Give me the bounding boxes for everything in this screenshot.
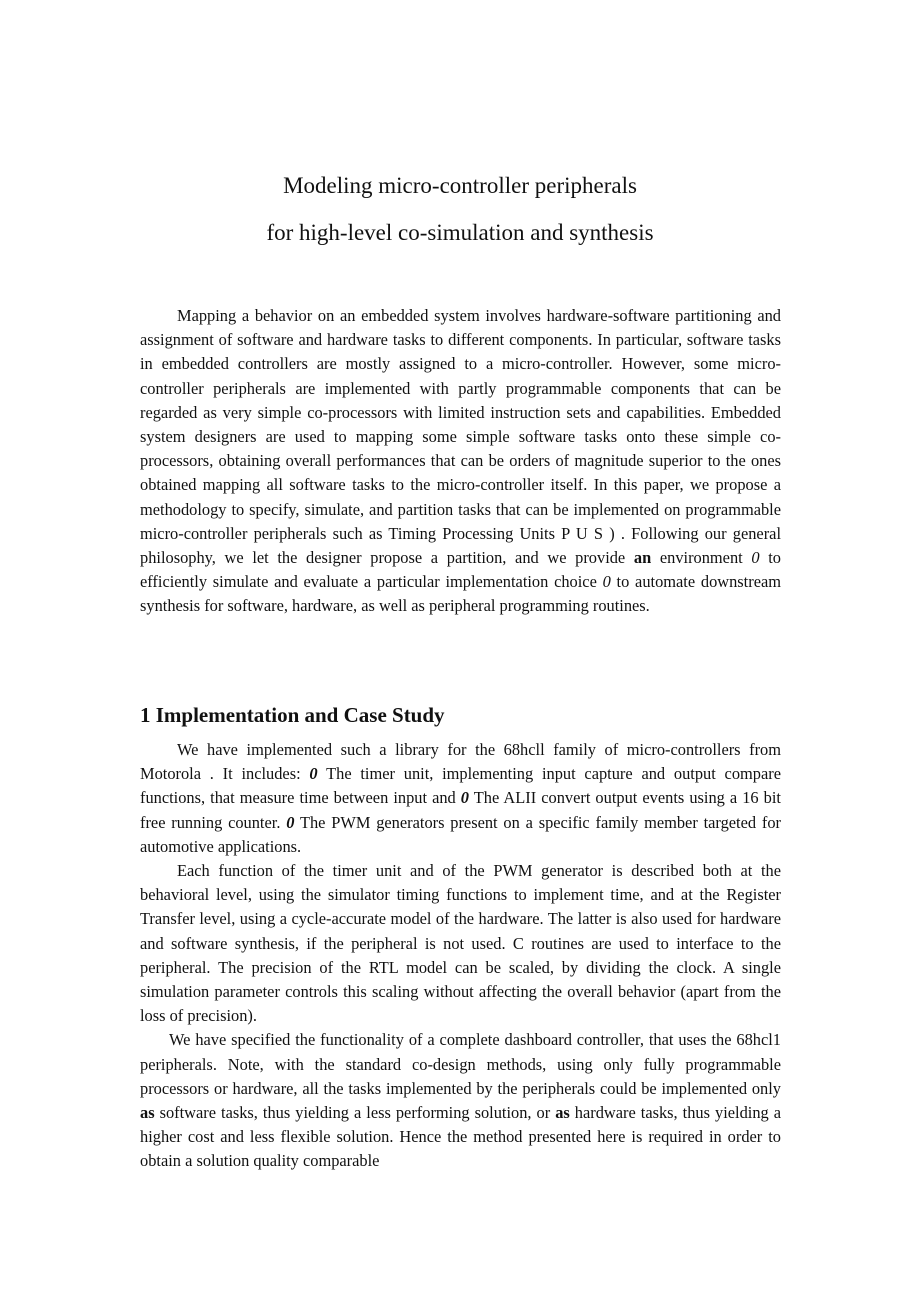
paper-title-line-1: Modeling micro-controller peripherals <box>283 173 637 198</box>
abstract-paragraph <box>140 304 781 619</box>
para1-zero-c: 0 <box>286 812 295 832</box>
paper-title-line-2: for high-level co-simulation and synthesis <box>266 220 654 245</box>
para1-zero-a: 0 <box>309 764 318 784</box>
para3-text-1: We have specified the functionality of a complete dashboard controller, that uses the 68hcl1 peripherals. Note, with the standard co-design methods, using only fully programmable processors or hardware, all the tasks implemented by the peripherals could be implemented only <box>140 1030 781 1098</box>
section-paragraph-1 <box>140 738 781 859</box>
abstract-zero-b: 0 <box>602 572 611 592</box>
section-paragraph-3 <box>140 1028 781 1173</box>
para1-text-2: The timer unit, implementing input capture and output compare functions, that measure time between input and <box>140 764 781 808</box>
abstract-text-3: to efficiently simulate and evaluate a particular implementation choice <box>140 548 781 592</box>
para3-bold-as-1: as <box>140 1103 155 1123</box>
para3-text-2: software tasks, thus yielding a less performing solution, or <box>154 1103 556 1123</box>
abstract-text-4: to automate downstream synthesis for software, hardware, as well as peripheral programming routines. <box>140 572 781 616</box>
section-body <box>140 738 781 1174</box>
abstract-text-1: Mapping a behavior on an embedded system involves hardware-software partitioning and assignment of software and hardware tasks to different components. In particular, software tasks in embedded controllers are mostly assigned to a micro-controller. However, some micro-controller peripherals are implemented with partly programmable components that can be regarded as very simple co-processors with limited instruction sets and capabilities. Embedded system designers are used to mapping some simple software tasks onto these simple co-processors, obtaining overall performances that can be orders of magnitude superior to the ones obtained mapping all software tasks to the micro-controller itself. In this paper, we propose a methodology to specify, simulate, and partition tasks that can be implemented on programmable micro-controller peripherals such as Timing Processing Units P U S ) . Following our general philosophy, we let the designer propose a partition, and we provide <box>140 306 781 568</box>
abstract-bold-an: an <box>633 548 652 568</box>
para1-text-1: We have implemented such a library for the 68hcll family of micro-controllers from Motorola . It includes: <box>140 740 781 784</box>
para3-bold-as-2: as <box>555 1103 570 1123</box>
para1-zero-b: 0 <box>460 788 469 808</box>
section-paragraph-2: Each function of the timer unit and of the PWM generator is described both at the behavioral level, using the simulator timing functions to implement time, and at the Register Transfer level, using a cycle-accurate model of the hardware. The latter is also used for hardware and software synthesis, if the peripheral is not used. C routines are used to interface to the peripheral. The precision of the RTL model can be scaled, by dividing the clock. A single simulation parameter controls this scaling without affecting the overall behavior (apart from the loss of precision). <box>140 861 781 1026</box>
para1-text-4: The PWM generators present on a specific family member targeted for automotive applications. <box>140 812 781 856</box>
abstract <box>140 304 781 619</box>
para3-text-3: hardware tasks, thus yielding a higher cost and less flexible solution. Hence the method presented here is required in order to obtain a solution quality comparable <box>140 1103 781 1171</box>
abstract-zero-a: 0 <box>751 548 760 568</box>
section-heading: 1 Implementation and Case Study <box>140 703 445 727</box>
abstract-text-2: environment <box>651 548 752 568</box>
para1-text-3: The ALII convert output events using a 16 bit free running counter. <box>140 788 781 832</box>
